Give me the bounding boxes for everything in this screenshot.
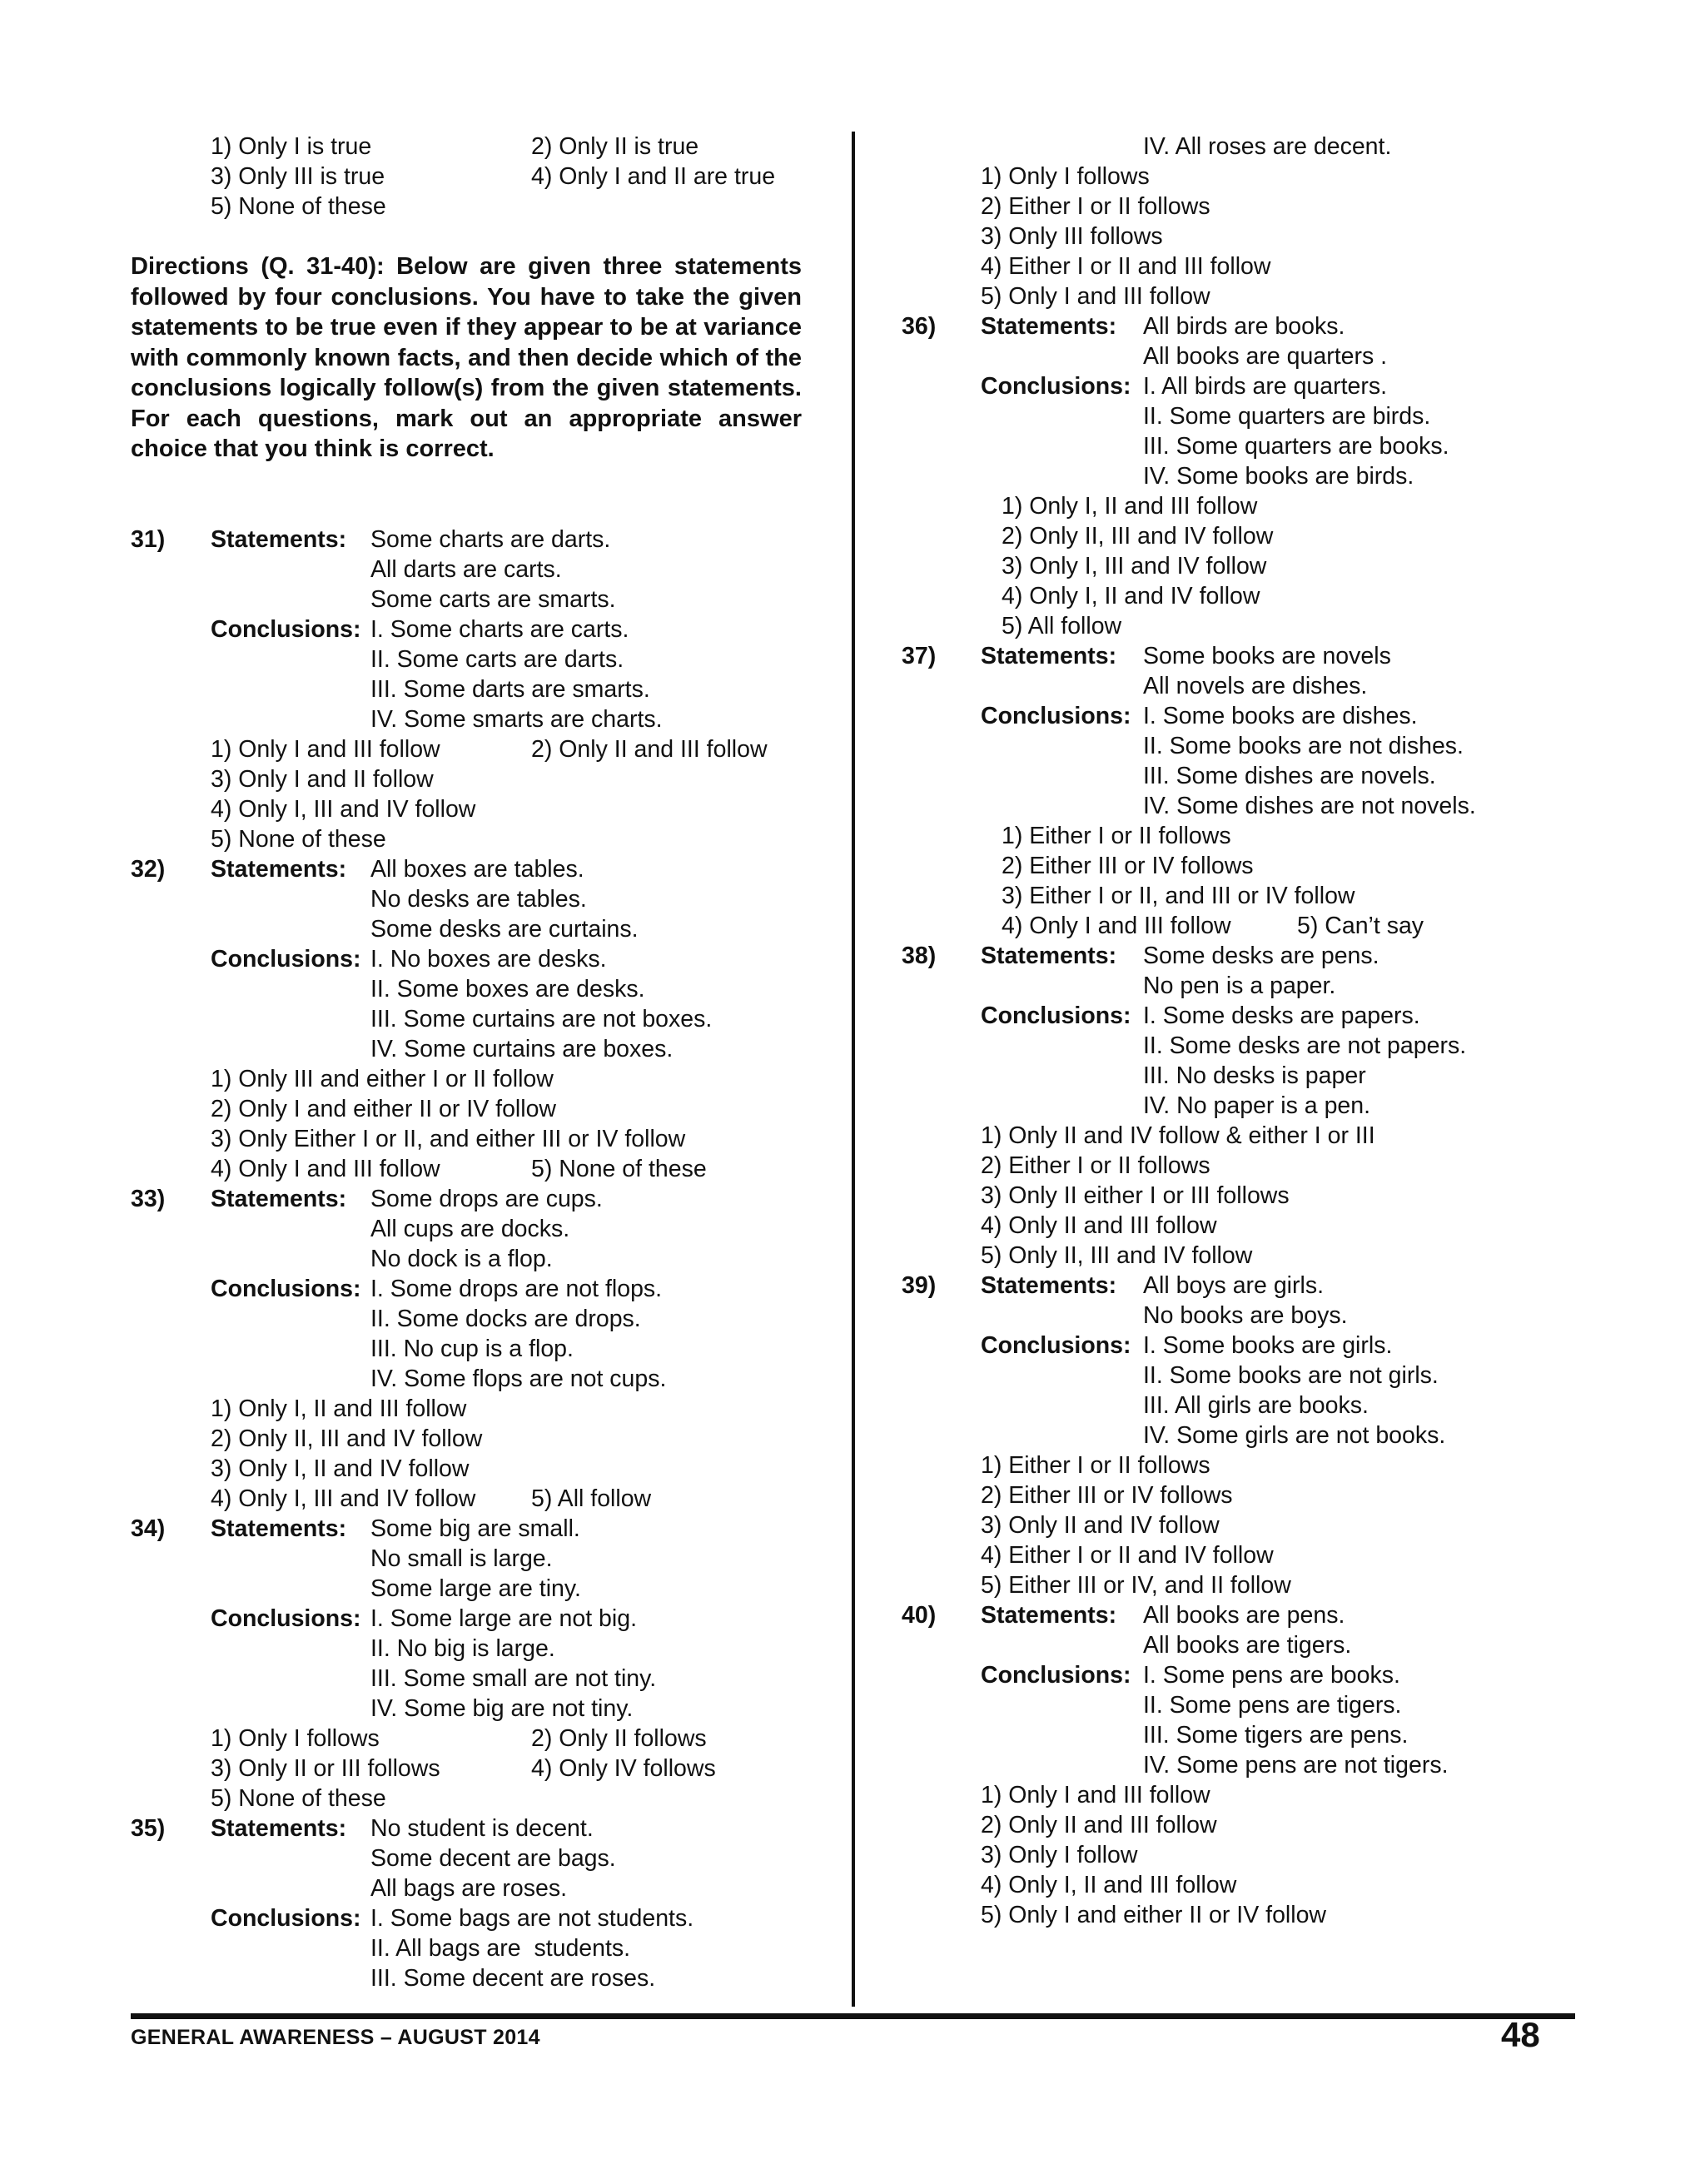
- conclusion: II. Some boxes are desks.: [370, 976, 645, 1002]
- conclusion: II. Some carts are darts.: [370, 646, 624, 673]
- answer-option: 4) Only I, II and III follow: [981, 1872, 1237, 1898]
- statements-label: Statements:: [981, 1272, 1117, 1299]
- question-number: 32): [131, 856, 166, 883]
- statement: All cups are docks.: [370, 1216, 570, 1242]
- answer-option: 3) Only II or III follows: [211, 1755, 440, 1782]
- conclusion: I. Some drops are not flops.: [370, 1276, 663, 1302]
- statement: Some decent are bags.: [370, 1845, 616, 1872]
- statements-label: Statements:: [211, 1515, 347, 1542]
- answer-option: 1) Only I and III follow: [211, 736, 440, 763]
- answer-option: 4) Only I, II and IV follow: [1002, 583, 1260, 609]
- statement: All books are pens.: [1143, 1602, 1345, 1629]
- answer-option: 5) All follow: [531, 1485, 652, 1512]
- conclusion: II. Some pens are tigers.: [1143, 1692, 1402, 1719]
- statement: No pen is a paper.: [1143, 973, 1336, 999]
- conclusion: II. Some books are not girls.: [1143, 1362, 1439, 1389]
- question-number: 39): [902, 1272, 937, 1299]
- statement: Some big are small.: [370, 1515, 580, 1542]
- answer-option: 3) Only Either I or II, and either III or IV follow: [211, 1126, 686, 1152]
- conclusion: I. Some charts are carts.: [370, 616, 629, 643]
- conclusion: IV. Some big are not tiny.: [370, 1695, 634, 1722]
- answer-option: 3) Only I, II and IV follow: [211, 1455, 470, 1482]
- answer-option: 3) Only I, III and IV follow: [1002, 553, 1267, 580]
- directions-paragraph: Directions (Q. 31-40): Below are given three statements followed by four conclusions. You have to take the given statements to be true even if they appear to be at variance with commonly known facts, and then decide which of the conclusions logically follow(s) from the given statements. For each questions, mark out an appropriate answer choice that you think is correct.: [131, 253, 802, 462]
- question-number: 38): [902, 943, 937, 969]
- answer-option: 4) Only I, III and IV follow: [211, 796, 476, 823]
- statement: Some carts are smarts.: [370, 586, 616, 613]
- answer-option: 1) Only III and either I or II follow: [211, 1066, 554, 1092]
- question-number: 40): [902, 1602, 937, 1629]
- conclusion: III. Some decent are roses.: [370, 1965, 656, 1992]
- conclusions-label: Conclusions:: [981, 1662, 1131, 1689]
- conclusion: IV. Some dishes are not novels.: [1143, 793, 1476, 819]
- conclusion: IV. Some smarts are charts.: [370, 706, 663, 733]
- statement: Some large are tiny.: [370, 1575, 581, 1602]
- conclusion: III. Some dishes are novels.: [1143, 763, 1436, 789]
- statements-label: Statements:: [981, 943, 1117, 969]
- answer-option: 3) Only II and IV follow: [981, 1512, 1220, 1539]
- answer-option: 4) Either I or II and III follow: [981, 253, 1271, 280]
- statements-label: Statements:: [981, 1602, 1117, 1629]
- answer-option: 1) Only I, II and III follow: [1002, 493, 1258, 520]
- answer-option: 4) Only IV follows: [531, 1755, 716, 1782]
- answer-option: 5) None of these: [211, 826, 386, 853]
- conclusion: IV. Some pens are not tigers.: [1143, 1752, 1449, 1779]
- statement: All bags are roses.: [370, 1875, 568, 1902]
- conclusions-label: Conclusions:: [211, 1905, 361, 1932]
- conclusion: III. All girls are books.: [1143, 1392, 1369, 1419]
- statement: Some books are novels: [1143, 643, 1391, 669]
- footer-rule: [131, 2013, 1575, 2019]
- conclusion: III. Some darts are smarts.: [370, 676, 650, 703]
- answer-option: 1) Only I follows: [981, 163, 1150, 190]
- statement: Some desks are curtains.: [370, 916, 639, 943]
- prev-option-1: 1) Only I is true: [211, 133, 372, 160]
- statements-label: Statements:: [211, 526, 347, 553]
- conclusion: III. Some quarters are books.: [1143, 433, 1449, 460]
- prev-option-3: 3) Only III is true: [211, 163, 385, 190]
- statements-label: Statements:: [981, 313, 1117, 340]
- conclusion: I. Some books are girls.: [1143, 1332, 1393, 1359]
- answer-option: 5) Either III or IV, and II follow: [981, 1572, 1291, 1599]
- statement: All books are tigers.: [1143, 1632, 1352, 1659]
- column-divider: [852, 132, 855, 2007]
- conclusion: II. Some docks are drops.: [370, 1306, 641, 1332]
- conclusion: II. Some quarters are birds.: [1143, 403, 1431, 430]
- conclusion: III. Some small are not tiny.: [370, 1665, 657, 1692]
- answer-option: 5) Only II, III and IV follow: [981, 1242, 1253, 1269]
- conclusions-label: Conclusions:: [981, 1002, 1131, 1029]
- answer-option: 3) Only III follows: [981, 223, 1163, 250]
- conclusion: I. Some desks are papers.: [1143, 1002, 1420, 1029]
- statement: All books are quarters .: [1143, 343, 1388, 370]
- question-number: 35): [131, 1815, 166, 1842]
- conclusion: III. No desks is paper: [1143, 1062, 1366, 1089]
- conclusion: I. No boxes are desks.: [370, 946, 607, 973]
- answer-option: 2) Only II, III and IV follow: [1002, 523, 1274, 550]
- conclusions-label: Conclusions:: [211, 616, 361, 643]
- conclusions-label: Conclusions:: [981, 373, 1131, 400]
- conclusion: I. Some bags are not students.: [370, 1905, 694, 1932]
- answer-option: 1) Either I or II follows: [981, 1452, 1210, 1479]
- answer-option: 3) Only II either I or III follows: [981, 1182, 1290, 1209]
- answer-option: 3) Only I and II follow: [211, 766, 434, 793]
- conclusion: III. Some curtains are not boxes.: [370, 1006, 713, 1032]
- conclusions-label: Conclusions:: [211, 946, 361, 973]
- answer-option: 4) Only I and III follow: [211, 1156, 440, 1182]
- answer-option: 2) Either III or IV follows: [981, 1482, 1233, 1509]
- answer-option: 2) Only II follows: [531, 1725, 707, 1752]
- question-number: 31): [131, 526, 166, 553]
- statement: All boxes are tables.: [370, 856, 584, 883]
- answer-option: 5) Only I and III follow: [981, 283, 1210, 310]
- answer-option: 1) Only II and IV follow & either I or III: [981, 1122, 1375, 1149]
- statement: No small is large.: [370, 1545, 553, 1572]
- footer-title: GENERAL AWARENESS – AUGUST 2014: [131, 2026, 540, 2049]
- answer-option: 1) Only I follows: [211, 1725, 380, 1752]
- prev-option-5: 5) None of these: [211, 193, 386, 220]
- question-number: 34): [131, 1515, 166, 1542]
- conclusion: IV. All roses are decent.: [1143, 133, 1392, 160]
- statements-label: Statements:: [981, 643, 1117, 669]
- answer-option: 5) Only I and either II or IV follow: [981, 1902, 1327, 1928]
- answer-option: 2) Only II and III follow: [981, 1812, 1217, 1838]
- conclusion: IV. Some curtains are boxes.: [370, 1036, 674, 1062]
- statements-label: Statements:: [211, 1815, 347, 1842]
- answer-option: 2) Only II and III follow: [531, 736, 768, 763]
- answer-option: 1) Only I and III follow: [981, 1782, 1210, 1808]
- statement: All novels are dishes.: [1143, 673, 1368, 699]
- statement: Some desks are pens.: [1143, 943, 1379, 969]
- conclusions-label: Conclusions:: [981, 1332, 1131, 1359]
- answer-option: 4) Only I and III follow: [1002, 913, 1231, 939]
- answer-option: 3) Only I follow: [981, 1842, 1138, 1868]
- statement: Some charts are darts.: [370, 526, 611, 553]
- conclusion: I. Some large are not big.: [370, 1605, 638, 1632]
- page-number: 48: [1501, 2015, 1540, 2054]
- prev-option-2: 2) Only II is true: [531, 133, 699, 160]
- answer-option: 5) None of these: [211, 1785, 386, 1812]
- conclusion: IV. Some flops are not cups.: [370, 1366, 667, 1392]
- statement: No books are boys.: [1143, 1302, 1348, 1329]
- answer-option: 5) Can’t say: [1297, 913, 1424, 939]
- conclusion: I. Some books are dishes.: [1143, 703, 1418, 729]
- answer-option: 2) Only I and either II or IV follow: [211, 1096, 557, 1122]
- conclusion: IV. No paper is a pen.: [1143, 1092, 1371, 1119]
- conclusion: IV. Some girls are not books.: [1143, 1422, 1446, 1449]
- answer-option: 5) None of these: [531, 1156, 707, 1182]
- conclusions-label: Conclusions:: [211, 1276, 361, 1302]
- answer-option: 2) Either I or II follows: [981, 193, 1210, 220]
- statement: No student is decent.: [370, 1815, 594, 1842]
- question-number: 37): [902, 643, 937, 669]
- answer-option: 5) All follow: [1002, 613, 1122, 639]
- conclusion: I. All birds are quarters.: [1143, 373, 1388, 400]
- answer-option: 4) Only II and III follow: [981, 1212, 1217, 1239]
- statement: All darts are carts.: [370, 556, 562, 583]
- statement: No dock is a flop.: [370, 1246, 553, 1272]
- conclusions-label: Conclusions:: [211, 1605, 361, 1632]
- conclusion: II. Some desks are not papers.: [1143, 1032, 1467, 1059]
- answer-option: 2) Either III or IV follows: [1002, 853, 1254, 879]
- conclusion: II. No big is large.: [370, 1635, 555, 1662]
- answer-option: 4) Only I, III and IV follow: [211, 1485, 476, 1512]
- statement: Some drops are cups.: [370, 1186, 603, 1212]
- conclusions-label: Conclusions:: [981, 703, 1131, 729]
- statement: All boys are girls.: [1143, 1272, 1324, 1299]
- question-number: 36): [902, 313, 937, 340]
- answer-option: 2) Either I or II follows: [981, 1152, 1210, 1179]
- answer-option: 1) Only I, II and III follow: [211, 1395, 467, 1422]
- answer-option: 2) Only II, III and IV follow: [211, 1425, 483, 1452]
- conclusion: I. Some pens are books.: [1143, 1662, 1400, 1689]
- question-number: 33): [131, 1186, 166, 1212]
- answer-option: 3) Either I or II, and III or IV follow: [1002, 883, 1355, 909]
- conclusion: III. Some tigers are pens.: [1143, 1722, 1409, 1749]
- conclusion: II. All bags are students.: [370, 1935, 631, 1962]
- conclusion: III. No cup is a flop.: [370, 1336, 574, 1362]
- conclusion: II. Some books are not dishes.: [1143, 733, 1464, 759]
- statements-label: Statements:: [211, 1186, 347, 1212]
- statement: All birds are books.: [1143, 313, 1345, 340]
- statement: No desks are tables.: [370, 886, 587, 913]
- conclusion: IV. Some books are birds.: [1143, 463, 1414, 490]
- statements-label: Statements:: [211, 856, 347, 883]
- answer-option: 4) Either I or II and IV follow: [981, 1542, 1274, 1569]
- answer-option: 1) Either I or II follows: [1002, 823, 1231, 849]
- prev-option-4: 4) Only I and II are true: [531, 163, 776, 190]
